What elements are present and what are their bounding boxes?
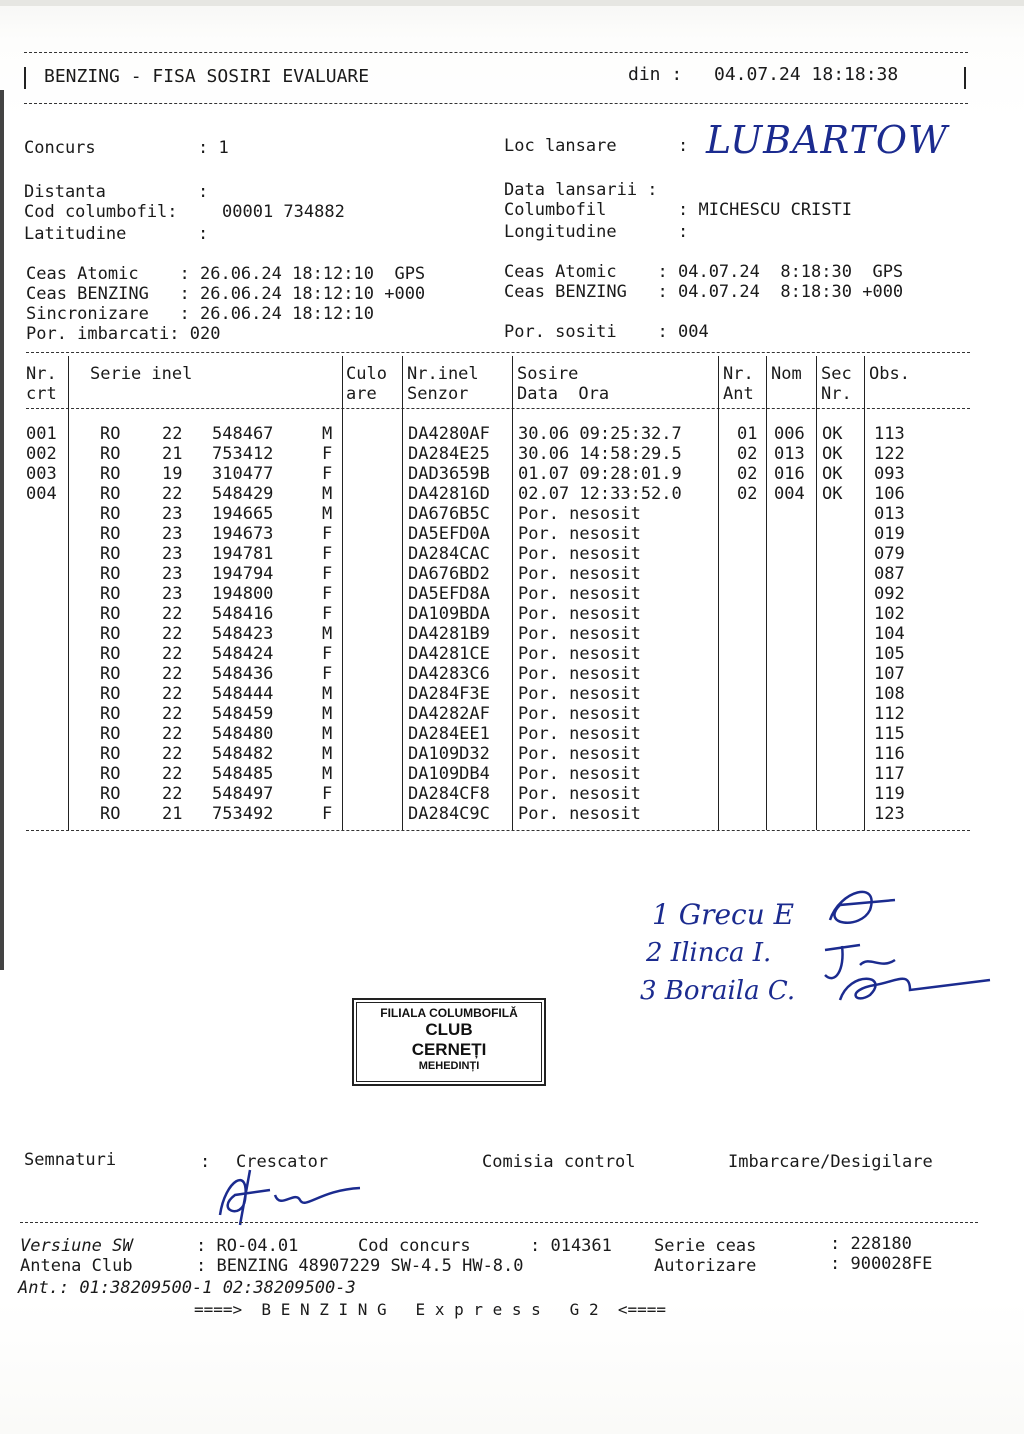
row-year: 22	[162, 764, 183, 784]
row-country: RO	[100, 584, 121, 604]
th-serie-inel: Serie inel	[90, 364, 193, 384]
table-row	[0, 564, 1024, 584]
semnaturi-sep: :	[200, 1152, 211, 1172]
loc-lansare-label: Loc lansare	[504, 136, 617, 156]
latitudine-label: Latitudine	[24, 224, 127, 244]
serie-ceas-value: : 228180	[830, 1234, 912, 1254]
row-year: 22	[162, 724, 183, 744]
table-row	[0, 524, 1024, 544]
antena-numbers: Ant.: 01:38209500-1 02:38209500-3	[18, 1278, 356, 1298]
row-year: 22	[162, 684, 183, 704]
row-sensor: DA284EE1	[408, 724, 490, 744]
table-row	[0, 624, 1024, 644]
table-header-rule	[26, 408, 970, 409]
stamp-line-2: CLUB	[425, 1020, 473, 1039]
comisia-control-label: Comisia control	[482, 1152, 636, 1172]
row-country: RO	[100, 704, 121, 724]
columbofil-value: : MICHESCU CRISTI	[678, 200, 852, 220]
row-sex: M	[322, 684, 333, 704]
row-sex: F	[322, 604, 333, 624]
crescator-signature	[200, 1160, 370, 1230]
row-arrival: Por. nesosit	[518, 644, 641, 664]
row-year: 19	[162, 464, 183, 484]
row-obs: 116	[874, 744, 905, 764]
row-sensor: DA284F3E	[408, 684, 490, 704]
row-nr: 004	[26, 484, 57, 504]
row-sec: OK	[822, 424, 843, 444]
date-label: din :	[628, 64, 683, 85]
row-year: 22	[162, 704, 183, 724]
row-nr: 002	[26, 444, 57, 464]
club-stamp	[352, 998, 546, 1086]
row-nom: 013	[774, 444, 805, 464]
row-sensor: DA109BDA	[408, 604, 490, 624]
row-sensor: DA284E25	[408, 444, 490, 464]
row-arrival: Por. nesosit	[518, 764, 641, 784]
table-row	[0, 664, 1024, 684]
row-ring-number: 194673	[212, 524, 274, 544]
row-year: 23	[162, 504, 183, 524]
row-year: 22	[162, 484, 183, 504]
row-obs: 108	[874, 684, 905, 704]
row-sensor: DA4281CE	[408, 644, 490, 664]
row-country: RO	[100, 664, 121, 684]
table-row	[0, 544, 1024, 564]
table-row	[0, 744, 1024, 764]
table-row	[0, 764, 1024, 784]
row-sex: M	[322, 704, 333, 724]
ceas-benzing-right: Ceas BENZING : 04.07.24 8:18:30 +000	[504, 282, 904, 302]
antena-club-value: : BENZING 48907229 SW-4.5 HW-8.0	[196, 1256, 524, 1276]
row-sensor: DA42816D	[408, 484, 490, 504]
th-crt: crt	[26, 384, 57, 404]
row-sex: F	[322, 564, 333, 584]
row-year: 22	[162, 644, 183, 664]
row-sex: F	[322, 584, 333, 604]
row-ring-number: 753412	[212, 444, 274, 464]
row-sex: M	[322, 724, 333, 744]
row-obs: 079	[874, 544, 905, 564]
document-title: BENZING - FISA SOSIRI EVALUARE	[44, 66, 370, 87]
row-arrival: Por. nesosit	[518, 504, 641, 524]
table-row	[0, 464, 1024, 484]
th-sec-1: Sec	[821, 364, 852, 384]
row-country: RO	[100, 544, 121, 564]
row-arrival: 02.07 12:33:52.0	[518, 484, 682, 504]
row-sensor: DA676BD2	[408, 564, 490, 584]
row-ring-number: 310477	[212, 464, 274, 484]
row-sensor: DA4281B9	[408, 624, 490, 644]
handwritten-line-2: 2 Ilinca I.	[646, 938, 772, 968]
row-country: RO	[100, 524, 121, 544]
row-year: 23	[162, 524, 183, 544]
row-country: RO	[100, 764, 121, 784]
row-nom: 004	[774, 484, 805, 504]
loc-lansare-sep: :	[678, 136, 689, 156]
row-antenna: 02	[737, 484, 758, 504]
row-obs: 115	[874, 724, 905, 744]
row-year: 23	[162, 564, 183, 584]
row-sex: F	[322, 644, 333, 664]
row-ring-number: 194800	[212, 584, 274, 604]
row-country: RO	[100, 784, 121, 804]
row-sex: M	[322, 764, 333, 784]
row-sex: M	[322, 624, 333, 644]
crescator-label: Crescator	[236, 1152, 329, 1172]
row-antenna: 02	[737, 464, 758, 484]
row-year: 22	[162, 664, 183, 684]
concurs-value: : 1	[198, 138, 229, 158]
stamp-line-3: CERNEȚI	[411, 1040, 487, 1059]
row-sex: F	[322, 464, 333, 484]
row-country: RO	[100, 804, 121, 824]
table-row	[0, 704, 1024, 724]
row-arrival: Por. nesosit	[518, 564, 641, 584]
row-arrival: Por. nesosit	[518, 524, 641, 544]
row-obs: 093	[874, 464, 905, 484]
row-sec: OK	[822, 484, 843, 504]
row-country: RO	[100, 684, 121, 704]
row-country: RO	[100, 724, 121, 744]
row-obs: 104	[874, 624, 905, 644]
row-ring-number: 548485	[212, 764, 274, 784]
row-ring-number: 548444	[212, 684, 274, 704]
row-year: 21	[162, 804, 183, 824]
th-obs: Obs.	[869, 364, 910, 384]
row-antenna: 02	[737, 444, 758, 464]
table-row	[0, 424, 1024, 444]
row-ring-number: 753492	[212, 804, 274, 824]
th-nr: Nr.	[26, 364, 57, 384]
table-row	[0, 584, 1024, 604]
row-obs: 112	[874, 704, 905, 724]
th-nr-inel: Nr.inel	[407, 364, 479, 384]
row-year: 23	[162, 584, 183, 604]
row-country: RO	[100, 484, 121, 504]
table-row	[0, 604, 1024, 624]
row-ring-number: 548424	[212, 644, 274, 664]
row-arrival: Por. nesosit	[518, 684, 641, 704]
versiune-sw-label: Versiune SW	[20, 1236, 133, 1256]
row-year: 23	[162, 544, 183, 564]
row-ring-number: 548416	[212, 604, 274, 624]
row-country: RO	[100, 504, 121, 524]
th-culo: Culo	[346, 364, 387, 384]
row-country: RO	[100, 744, 121, 764]
row-arrival: Por. nesosit	[518, 624, 641, 644]
row-sec: OK	[822, 464, 843, 484]
row-ring-number: 548497	[212, 784, 274, 804]
serie-ceas-label: Serie ceas	[654, 1236, 757, 1256]
th-senzor: Senzor	[407, 384, 469, 404]
row-ring-number: 548423	[212, 624, 274, 644]
distanta-label: Distanta	[24, 182, 106, 202]
row-sex: M	[322, 484, 333, 504]
table-row	[0, 724, 1024, 744]
concurs-label: Concurs	[24, 138, 96, 158]
row-arrival: Por. nesosit	[518, 664, 641, 684]
table-top-rule	[26, 352, 970, 353]
table-row	[0, 484, 1024, 504]
stamp-line-4: MEHEDINȚI	[418, 1060, 480, 1072]
row-year: 22	[162, 604, 183, 624]
row-sec: OK	[822, 444, 843, 464]
row-ring-number: 548436	[212, 664, 274, 684]
row-antenna: 01	[737, 424, 758, 444]
row-arrival: 01.07 09:28:01.9	[518, 464, 682, 484]
row-obs: 019	[874, 524, 905, 544]
row-ring-number: 548482	[212, 744, 274, 764]
row-country: RO	[100, 604, 121, 624]
row-ring-number: 194794	[212, 564, 274, 584]
row-obs: 105	[874, 644, 905, 664]
table-row	[0, 444, 1024, 464]
row-arrival: 30.06 09:25:32.7	[518, 424, 682, 444]
row-obs: 117	[874, 764, 905, 784]
row-nr: 001	[26, 424, 57, 444]
cod-columbofil-label: Cod columbofil:	[24, 202, 178, 222]
table-row	[0, 644, 1024, 664]
row-nr: 003	[26, 464, 57, 484]
benzing-brand-line: ====> B E N Z I N G E x p r e s s G 2 <====	[194, 1300, 667, 1319]
row-obs: 107	[874, 664, 905, 684]
footer-rule	[20, 1222, 978, 1223]
row-country: RO	[100, 444, 121, 464]
table-bottom-rule	[26, 830, 970, 831]
ceas-benzing-left: Ceas BENZING : 26.06.24 18:12:10 +000	[26, 284, 426, 304]
table-row	[0, 784, 1024, 804]
row-nom: 016	[774, 464, 805, 484]
row-nom: 006	[774, 424, 805, 444]
versiune-sw-value: : RO-04.01	[196, 1236, 299, 1256]
row-sensor: DAD3659B	[408, 464, 490, 484]
row-ring-number: 548429	[212, 484, 274, 504]
stamp-line-1: FILIALA COLUMBOFILĂ	[380, 1006, 518, 1020]
th-nr-ant-1: Nr.	[723, 364, 754, 384]
autorizare-label: Autorizare	[654, 1256, 757, 1276]
row-obs: 087	[874, 564, 905, 584]
row-country: RO	[100, 624, 121, 644]
row-sensor: DA4282AF	[408, 704, 490, 724]
row-sensor: DA284C9C	[408, 804, 490, 824]
row-country: RO	[100, 644, 121, 664]
row-ring-number: 548459	[212, 704, 274, 724]
row-sensor: DA5EFD8A	[408, 584, 490, 604]
row-sex: M	[322, 504, 333, 524]
handwritten-signatures	[800, 880, 1000, 1020]
row-obs: 123	[874, 804, 905, 824]
date-value: 04.07.24 18:18:38	[714, 64, 899, 85]
longitudine-label: Longitudine	[504, 222, 617, 242]
row-sex: F	[322, 664, 333, 684]
data-lansarii-label: Data lansarii :	[504, 180, 658, 200]
row-country: RO	[100, 564, 121, 584]
row-country: RO	[100, 464, 121, 484]
row-sex: F	[322, 544, 333, 564]
th-are: are	[346, 384, 377, 404]
longitudine-sep: :	[678, 222, 689, 242]
row-obs: 013	[874, 504, 905, 524]
distanta-sep: :	[198, 182, 209, 202]
row-arrival: Por. nesosit	[518, 744, 641, 764]
handwritten-line-1: 1 Grecu E	[652, 898, 795, 931]
row-ring-number: 194665	[212, 504, 274, 524]
row-sex: F	[322, 444, 333, 464]
row-arrival: Por. nesosit	[518, 784, 641, 804]
cod-concurs-label: Cod concurs	[358, 1236, 471, 1256]
sincronizare: Sincronizare : 26.06.24 18:12:10	[26, 304, 374, 324]
row-ring-number: 548480	[212, 724, 274, 744]
row-sensor: DA5EFD0A	[408, 524, 490, 544]
th-sec-2: Nr.	[821, 384, 852, 404]
th-sosire: Sosire	[517, 364, 579, 384]
row-obs: 119	[874, 784, 905, 804]
row-arrival: Por. nesosit	[518, 584, 641, 604]
row-sensor: DA284CF8	[408, 784, 490, 804]
row-arrival: Por. nesosit	[518, 804, 641, 824]
th-data-ora: Data Ora	[517, 384, 610, 404]
row-sensor: DA109DB4	[408, 764, 490, 784]
ceas-atomic-left: Ceas Atomic : 26.06.24 18:12:10 GPS	[26, 264, 426, 284]
row-year: 21	[162, 444, 183, 464]
row-sensor: DA109D32	[408, 744, 490, 764]
latitudine-sep: :	[198, 224, 209, 244]
row-ring-number: 548467	[212, 424, 274, 444]
row-ring-number: 194781	[212, 544, 274, 564]
row-obs: 102	[874, 604, 905, 624]
row-arrival: Por. nesosit	[518, 544, 641, 564]
row-sensor: DA4283C6	[408, 664, 490, 684]
row-sensor: DA284CAC	[408, 544, 490, 564]
row-year: 22	[162, 424, 183, 444]
row-arrival: Por. nesosit	[518, 604, 641, 624]
autorizare-value: : 900028FE	[830, 1254, 933, 1274]
th-nr-ant-2: Ant	[723, 384, 754, 404]
row-year: 22	[162, 744, 183, 764]
antena-club-label: Antena Club	[20, 1256, 133, 1276]
table-row	[0, 804, 1024, 824]
row-sex: F	[322, 784, 333, 804]
row-arrival: 30.06 14:58:29.5	[518, 444, 682, 464]
por-imbarcati: Por. imbarcati: 020	[26, 324, 221, 344]
th-nom: Nom	[771, 364, 802, 384]
row-year: 22	[162, 784, 183, 804]
semnaturi-label: Semnaturi	[24, 1150, 117, 1170]
row-sex: M	[322, 424, 333, 444]
row-sex: F	[322, 524, 333, 544]
row-obs: 122	[874, 444, 905, 464]
cod-concurs-value: : 014361	[530, 1236, 612, 1256]
row-obs: 092	[874, 584, 905, 604]
row-year: 22	[162, 624, 183, 644]
loc-lansare-handwritten: LUBARTOW	[706, 118, 949, 162]
row-arrival: Por. nesosit	[518, 704, 641, 724]
row-obs: 113	[874, 424, 905, 444]
handwritten-line-3: 3 Boraila C.	[640, 976, 796, 1006]
por-sositi: Por. sositi : 004	[504, 322, 709, 342]
row-sex: F	[322, 804, 333, 824]
row-country: RO	[100, 424, 121, 444]
row-sex: M	[322, 744, 333, 764]
row-sensor: DA4280AF	[408, 424, 490, 444]
row-arrival: Por. nesosit	[518, 724, 641, 744]
table-row	[0, 504, 1024, 524]
imbarcare-label: Imbarcare/Desigilare	[728, 1152, 933, 1172]
ceas-atomic-right: Ceas Atomic : 04.07.24 8:18:30 GPS	[504, 262, 904, 282]
table-row	[0, 684, 1024, 704]
columbofil-label: Columbofil	[504, 200, 607, 220]
cod-columbofil-value: 00001 734882	[222, 202, 345, 222]
row-sensor: DA676B5C	[408, 504, 490, 524]
row-obs: 106	[874, 484, 905, 504]
